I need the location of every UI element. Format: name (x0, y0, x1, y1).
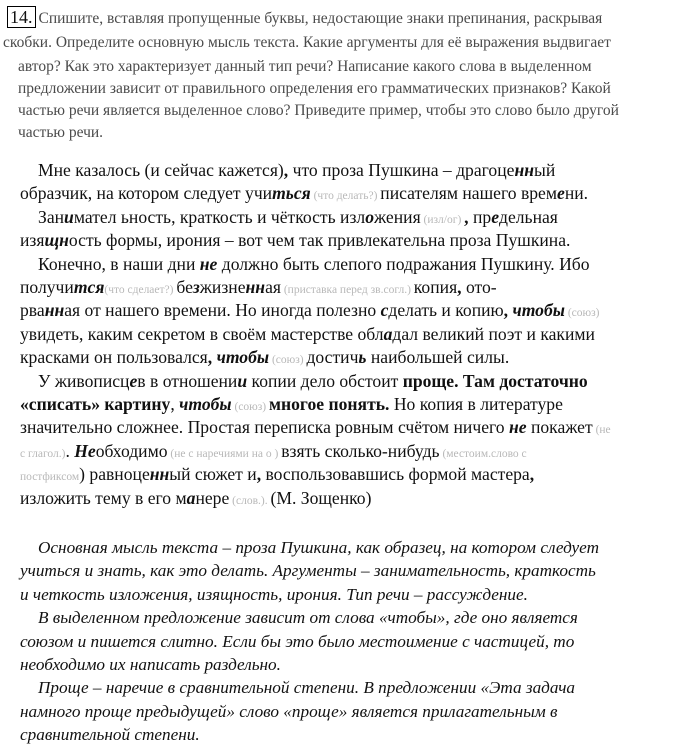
text-segment: . (65, 440, 75, 461)
text-segment: делать и копию (388, 300, 504, 321)
text-segment: Зан (38, 206, 65, 227)
text-segment: , (170, 394, 180, 414)
text-segment: (М. Зощенко) (270, 487, 372, 508)
text-segment: наибольшей силы. (366, 347, 510, 368)
highlighted-letters: ться (272, 183, 311, 204)
answer-line: необходимо их написать раздельно. (20, 655, 281, 674)
bold-segment: , (283, 160, 289, 180)
highlighted-letters: а (383, 323, 393, 344)
grammar-note: (местоим.слово с (439, 447, 527, 460)
text-line (20, 464, 534, 485)
bold-segment: , (464, 206, 469, 227)
bold-segment: многое понять. (269, 394, 390, 414)
highlighted-letters: нн (44, 300, 65, 321)
text-segment: красками он пользовался (20, 347, 208, 368)
grammar-note: (что сделает?) (104, 284, 177, 296)
text-segment: достич (306, 347, 359, 368)
text-segment: увидеть, каким секретом в своём мастерстве обл (20, 323, 384, 344)
grammar-note: (союз) (269, 354, 307, 367)
text-segment: Конечно, в наши дни (38, 253, 200, 274)
text-segment: ый сюжет и (169, 464, 257, 485)
bold-segment: проще. Там достаточно (402, 370, 588, 391)
task-line: скобки. Определите основную мысль текста. Какие аргументы для её выражения выдвигает (3, 34, 611, 51)
grammar-note: (изл/ог) (420, 213, 465, 226)
text-segment: ая (265, 277, 281, 297)
bold-segment: , (529, 464, 535, 485)
text-segment: значительно сложнее. Простая переписка ровным счётом ничего (20, 417, 509, 438)
answer-line: союзом и пишется слитно. Если бы это было местоимение с частицей, то (20, 631, 575, 651)
grammar-note: (слов.). (229, 494, 271, 507)
highlighted-letters: е (557, 183, 565, 204)
task-line: частью речи является выделенное слово? Приведите пример, чтобы это слово было другой (18, 102, 619, 119)
text-segment: изя (20, 230, 45, 251)
highlighted-letters: чтобы (512, 300, 565, 321)
text-segment: что проза Пушкина – драгоце (288, 160, 515, 180)
grammar-note: (не (592, 424, 611, 437)
highlighted-letters: не (199, 253, 218, 274)
bold-segment: , (256, 464, 262, 485)
grammar-note: с глагол.) (20, 447, 66, 460)
grammar-note: постфиксом (20, 471, 80, 484)
highlighted-letters: тся (73, 277, 105, 297)
highlighted-letters: и (64, 206, 74, 227)
answer-line: Проще – наречие в сравнительной степени. В предложении «Эта задача (38, 678, 576, 698)
text-segment: ото- (461, 277, 497, 297)
text-segment: должно быть слепого подражания Пушкину. Ибо (217, 253, 590, 274)
text-segment: рва (20, 300, 45, 321)
text-segment: изложить тему в его м (20, 487, 187, 508)
text-segment: взять сколько-нибудь (281, 440, 440, 461)
text-segment: пр (468, 206, 492, 227)
highlighted-letters: Не (74, 440, 96, 461)
text-segment: воспользовавшись формой мастера (261, 464, 530, 485)
text-line (38, 254, 590, 275)
text-line (20, 183, 588, 204)
highlighted-letters: ь (358, 347, 367, 368)
exercise-number: 14. (7, 6, 36, 28)
text-line (20, 277, 497, 298)
bold-segment: , (457, 277, 462, 297)
text-segment: ая от нашего времени. Но иногда полезно (64, 300, 381, 321)
text-segment: мател ьность, краткость и чёткость изл (73, 206, 366, 227)
answer-line: Основная мысль текста – проза Пушкина, как образец, на котором следует (38, 538, 599, 557)
text-line (20, 230, 570, 251)
highlighted-letters: чтобы (216, 347, 270, 368)
text-line (38, 371, 588, 392)
text-line (20, 417, 611, 438)
bold-segment: , (503, 300, 509, 321)
task-line: автор? Как это характеризует данный тип речи? Написание какого слова в выделенном (18, 58, 592, 75)
text-segment: в в отношени (137, 370, 238, 391)
highlighted-letters: и (237, 370, 248, 391)
text-segment: нере (195, 487, 230, 508)
text-line (38, 207, 558, 228)
grammar-note: (что делать?) (310, 190, 381, 203)
text-segment: обходимо (95, 440, 168, 461)
highlighted-letters: нн (245, 277, 266, 297)
highlighted-letters: чтобы (179, 394, 232, 414)
text-line (20, 488, 371, 509)
text-line (20, 394, 563, 415)
text-segment: ни. (564, 183, 589, 204)
highlighted-letters: щн (44, 230, 69, 251)
answer-line: учиться и знать, как это делать. Аргументы – занимательность, краткость (20, 561, 596, 581)
highlighted-letters: а (186, 487, 196, 508)
text-line (20, 441, 527, 462)
highlighted-letters: е (129, 370, 138, 391)
text-segment: получи (20, 277, 74, 297)
text-segment: У живописц (38, 370, 130, 391)
text-segment: ый (534, 160, 556, 180)
text-segment: образчик, на котором следует учи (20, 183, 273, 204)
text-line (20, 300, 600, 321)
bold-segment: , (207, 347, 213, 368)
grammar-note: (союз) (231, 401, 270, 413)
text-segment: копии дело обстоит (247, 370, 403, 391)
text-segment: писателям нашего врем (380, 183, 557, 204)
answer-line: намного проще предыдущей» слово «проще» является прилагательным в (20, 701, 558, 721)
highlighted-letters: е (491, 206, 500, 227)
text-segment: жизне (199, 277, 246, 297)
text-segment: жения (374, 206, 421, 227)
highlighted-letters: о (365, 206, 374, 227)
task-line (7, 6, 602, 28)
task-line: частью речи. (18, 124, 104, 141)
grammar-note: (союз) (564, 307, 600, 320)
text-line (38, 160, 555, 181)
highlighted-letters: з (192, 277, 200, 297)
task-line: предложении зависит от правильного определения его грамматических признаков? Какой (18, 80, 611, 97)
text-segment: покажет (526, 417, 593, 438)
bold-segment: «списать» картину (20, 394, 171, 414)
answer-line: В выделенном предложение зависит от слова «чтобы», где оно является (38, 608, 578, 628)
text-segment: Мне казалось (и сейчас кажется) (38, 160, 284, 180)
grammar-note: (приставка перед зв.согл.) (280, 284, 414, 296)
text-segment: дельная (499, 206, 558, 227)
answer-line: и четкость изложения, изящность, ирония. Тип речи – рассуждение. (20, 584, 528, 604)
task-text: Спишите, вставляя пропущенные буквы, недостающие знаки препинания, раскрывая (38, 10, 603, 27)
highlighted-letters: с (380, 300, 389, 321)
text-line (20, 324, 595, 345)
highlighted-letters: нн (514, 160, 535, 180)
answer-line: сравнительной степени. (20, 725, 200, 745)
grammar-note: (не с наречиями на о ) (167, 447, 282, 460)
text-segment: ость формы, ирония – вот чем так привлекательна проза Пушкина. (68, 230, 571, 251)
text-segment: дал великий поэт и какими (392, 323, 595, 344)
text-segment: Но копия в литературе (389, 394, 563, 414)
text-segment: копия (413, 277, 458, 297)
text-segment: ) равноце (79, 464, 150, 485)
text-segment: бе (176, 277, 193, 297)
highlighted-letters: не (508, 417, 527, 438)
text-line (20, 347, 509, 368)
highlighted-letters: нн (149, 464, 170, 485)
